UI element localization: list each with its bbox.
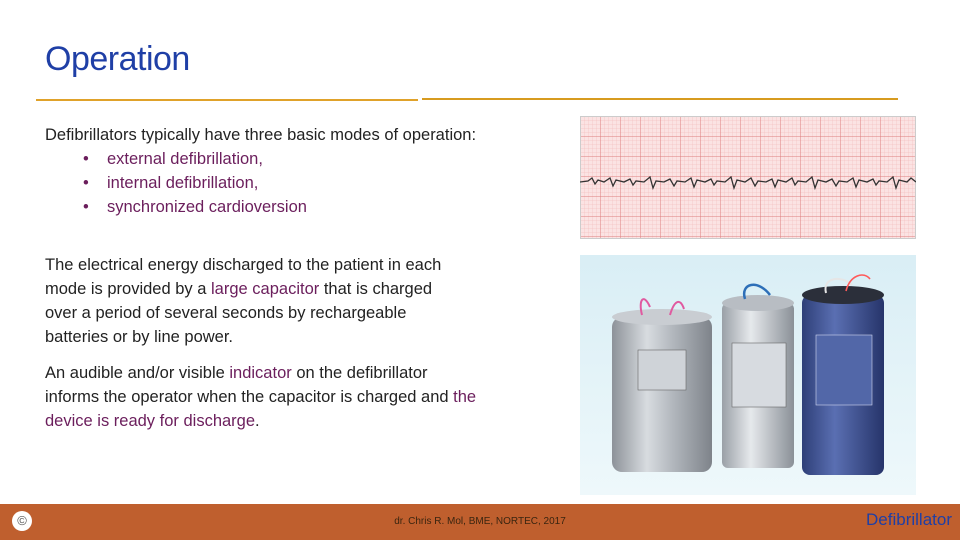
- intro-text: Defibrillators typically have three basic modes of operation:: [45, 126, 477, 144]
- mode-internal: internal defibrillation,: [107, 174, 259, 192]
- title-underline-right: [422, 98, 898, 100]
- footer-bar: [0, 504, 960, 540]
- highlight-indicator: indicator: [229, 364, 292, 382]
- list-item: [83, 171, 476, 195]
- p3-text-c: .: [255, 412, 260, 430]
- highlight-ready: the device is ready for discharge: [45, 388, 477, 430]
- bullet: •: [83, 174, 89, 192]
- list-item: [83, 195, 476, 219]
- list-item: [83, 147, 476, 171]
- footer-brand: Defibrillator: [866, 510, 952, 529]
- footer-credit: dr. Chris R. Mol, BME, NORTEC, 2017: [394, 516, 566, 527]
- bullet: •: [83, 150, 89, 168]
- mode-external: external defibrillation,: [107, 150, 263, 168]
- p2-text-a: The electrical energy discharged to the patient in each mode is provided by a: [45, 256, 442, 298]
- intro-block: [45, 123, 476, 219]
- slide-title: Operation: [45, 40, 190, 78]
- highlight-large-capacitor: large capacitor: [211, 280, 320, 298]
- copyright-icon: ©: [12, 511, 32, 531]
- bullet: •: [83, 198, 89, 216]
- title-underline-left: [36, 99, 418, 101]
- paragraph-indicator: [45, 361, 485, 433]
- p2-text-b: that is charged over a period of several seconds by rechargeable batteries or by line power.: [45, 280, 433, 346]
- paragraph-capacitor: [45, 253, 465, 349]
- modes-list: [45, 147, 476, 219]
- mode-synchronized: synchronized cardioversion: [107, 198, 307, 216]
- ecg-strip-image: [580, 116, 916, 239]
- capacitors-photo: [580, 255, 916, 495]
- p3-text-b: on the defibrillator informs the operator when the capacitor is charged and: [45, 364, 454, 406]
- p3-text-a: An audible and/or visible: [45, 364, 230, 382]
